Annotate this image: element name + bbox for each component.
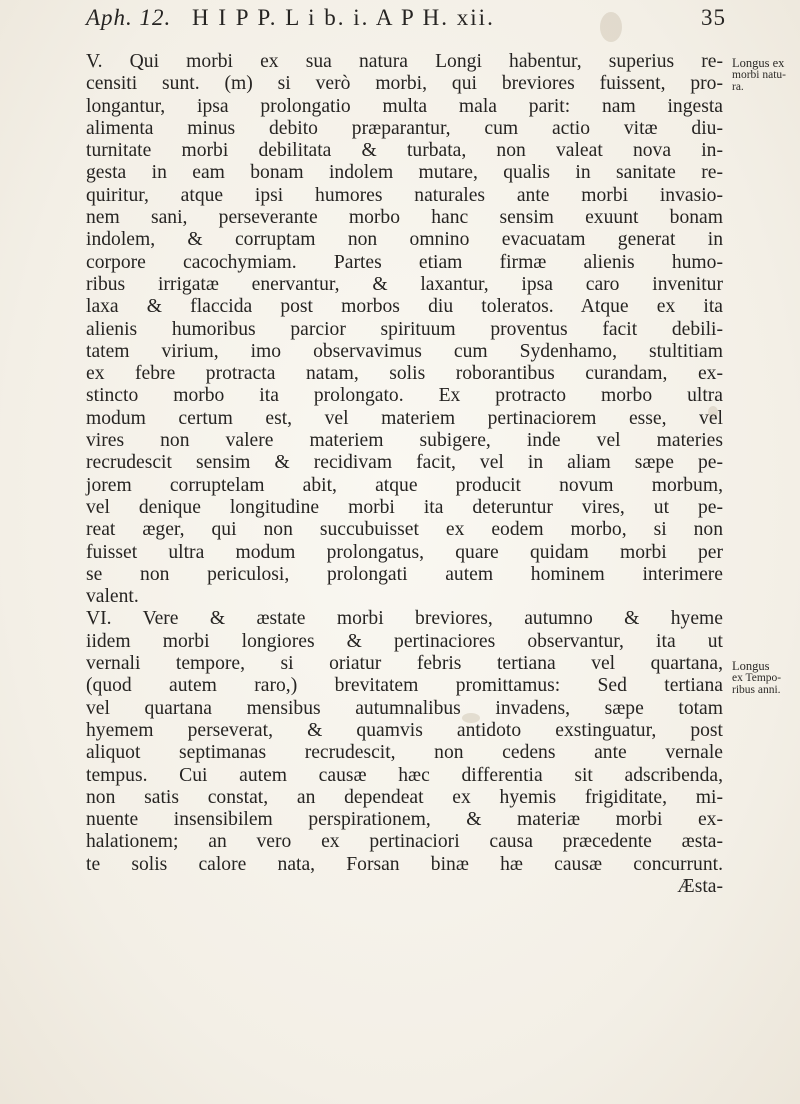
text-line: fuisset ultra modum prolongatus, quare quidam morbi per (86, 541, 723, 563)
text-line: iidem morbi longiores & pertinaciores observantur, ita ut (86, 630, 723, 652)
margin-note-longus-ex-temporibus (732, 660, 796, 696)
text-line: laxa & flaccida post morbos diu toleratos. Atque ex ita (86, 296, 723, 318)
text-line: te solis calore nata, Forsan binæ hæ causæ concurrunt. (86, 853, 723, 875)
text-line: non satis constat, an dependeat ex hyemis frigiditate, mi- (86, 786, 723, 808)
margin-note-line: Longus (732, 659, 770, 673)
text-line: longantur, ipsa prolongatio multa mala parit: nam ingesta (86, 95, 723, 117)
text-line: vel denique longitudine morbi ita deteruntur vires, ut pe- (86, 496, 723, 518)
catchword: Æsta- (677, 875, 723, 897)
text-line: VI. Vere & æstate morbi breviores, autumno & hyeme (86, 608, 723, 630)
text-line: V. Qui morbi ex sua natura Longi habentur, superius re- (86, 51, 723, 72)
text-line: indolem, & corruptam non omnino evacuatam generat in (86, 229, 723, 251)
text-line: quiritur, atque ipsi humores naturales ante morbi invasio- (86, 184, 723, 206)
margin-note-line: Longus ex (732, 56, 785, 70)
text-line: vernali tempore, si oriatur febris tertiana vel quartana, (86, 653, 723, 675)
text-line: tempus. Cui autem causæ hæc differentia sit adscribenda, (86, 764, 723, 786)
text-line: censiti sunt. (m) si verò morbi, qui breviores fuissent, pro- (86, 73, 723, 95)
text-line: nem sani, perseverante morbo hanc sensim exuunt bonam (86, 207, 723, 229)
margin-note-line: ex Tempo- (732, 672, 782, 684)
text-line: ex febre protracta natam, solis roborantibus curandam, ex- (86, 363, 723, 385)
main-text (86, 51, 723, 898)
text-line: stincto morbo ita prolongato. Ex protracto morbo ultra (86, 385, 723, 407)
margin-note-line: ribus anni. (732, 684, 781, 696)
margin-note-longus-ex-natura (732, 57, 796, 93)
margin-note-line: ra. (732, 81, 744, 93)
text-line: tatem virium, imo observavimus cum Sydenhamo, stultitiam (86, 340, 723, 362)
text-line: vel quartana mensibus autumnalibus invadens, sæpe totam (86, 697, 723, 719)
aphorism-reference: Aph. 12. (86, 5, 172, 30)
text-line: turnitate morbi debilitata & turbata, non valeat nova in- (86, 140, 723, 162)
text-line: vires non valere materiem subigere, inde vel materies (86, 430, 723, 452)
text-line: reat æger, qui non succubuisset ex eodem morbo, si non (86, 519, 723, 541)
text-line: jorem corruptelam abit, atque producit novum morbum, (86, 474, 723, 496)
text-line: gesta in eam bonam indolem mutare, qualis in sanitate re- (86, 162, 723, 184)
text-line: corpore cacochymiam. Partes etiam firmæ alienis humo- (86, 251, 723, 273)
text-line: valent. (86, 586, 139, 608)
text-line: se non periculosi, prolongati autem hominem interimere (86, 563, 723, 585)
text-line: halationem; an vero ex pertinaciori causa præcedente æsta- (86, 831, 723, 853)
text-line: recrudescit sensim & recidivam facit, vel in aliam sæpe pe- (86, 452, 723, 474)
text-line: alimenta minus debito præparantur, cum actio vitæ diu- (86, 117, 723, 139)
page-number: 35 (701, 5, 726, 30)
text-line: ribus irrigatæ enervantur, & laxantur, ipsa caro invenitur (86, 273, 723, 295)
text-line: alienis humoribus parcior spirituum proventus facit debili- (86, 318, 723, 340)
text-line: aliquot septimanas recrudescit, non cedens ante vernale (86, 742, 723, 764)
text-line: (quod autem raro,) brevitatem promittamus: Sed tertiana (86, 675, 723, 697)
book-reference: H I P P. L i b. i. A P H. xii. (192, 5, 495, 30)
margin-note-line: morbi natu- (732, 69, 786, 81)
text-line: hyemem perseverat, & quamvis antidoto exstinguatur, post (86, 719, 723, 741)
text-line: nuente insensibilem perspirationem, & materiæ morbi ex- (86, 809, 723, 831)
text-line: modum certum est, vel materiem pertinaciorem esse, vel (86, 407, 723, 429)
running-header (86, 5, 726, 33)
